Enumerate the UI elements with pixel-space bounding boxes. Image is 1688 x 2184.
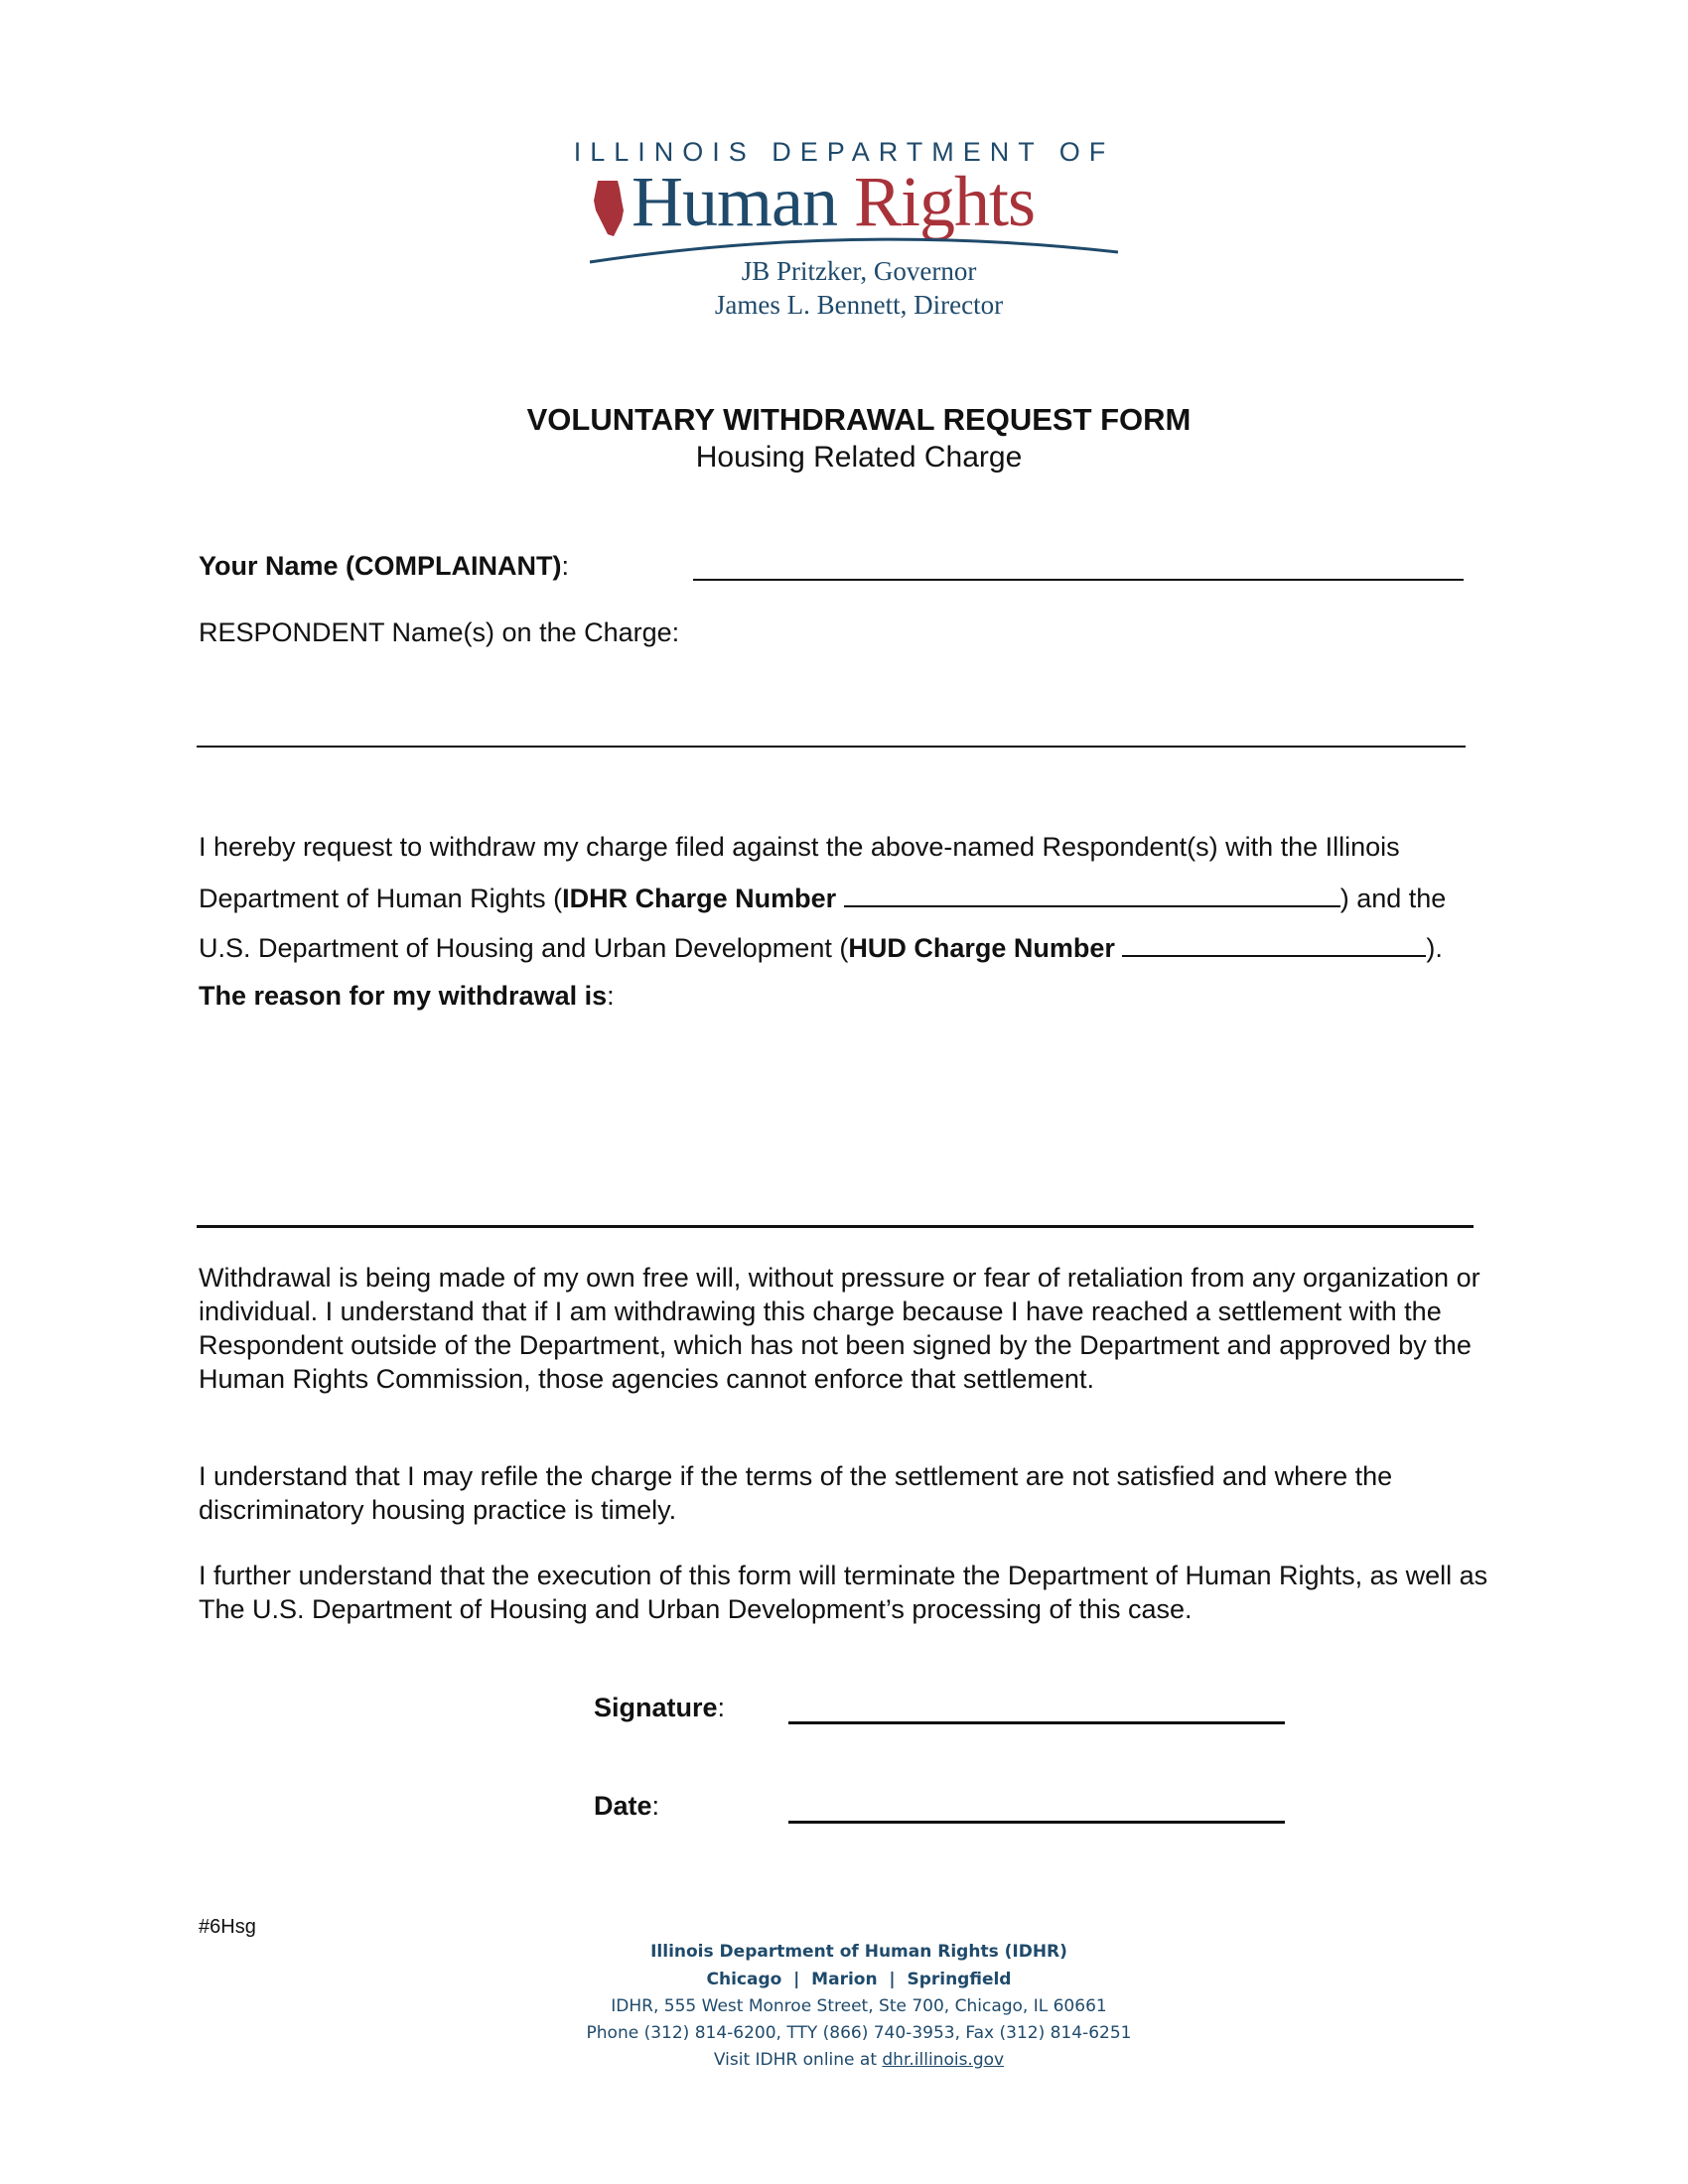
footer-offices: Chicago | Marion | Springfield	[706, 1970, 1012, 1989]
complainant-name-line[interactable]	[693, 579, 1464, 581]
hud-charge-label: HUD Charge Number	[848, 933, 1115, 963]
complainant-colon: :	[561, 551, 570, 581]
signature-label	[594, 1693, 725, 1723]
complainant-label	[199, 551, 569, 582]
form-subtitle: Housing Related Charge	[695, 441, 1023, 474]
footer-website-link[interactable]: dhr.illinois.gov	[882, 2050, 1005, 2070]
request-line-3-post: ).	[1426, 933, 1443, 963]
footer-visit-prefix: Visit IDHR online at	[713, 2050, 883, 2070]
date-label	[594, 1791, 659, 1822]
respondent-name-line[interactable]	[197, 746, 1466, 748]
request-line-3	[199, 931, 1443, 964]
reason-colon: :	[607, 981, 615, 1011]
respondent-label: RESPONDENT Name(s) on the Charge:	[199, 617, 680, 647]
form-code: #6Hsg	[199, 1916, 256, 1938]
statement-voluntary: Withdrawal is being made of my own free will, without pressure or fear of retaliation from any organization or individual. I understand that if I am withdrawing this charge because I have reached a settlement with the Respondent outside of the Department, which has not been signed by the Department and approved by the Human Rights Commission, those agencies cannot enforce that settlement.	[199, 1263, 1480, 1394]
date-label-text: Date	[594, 1791, 652, 1821]
idhr-charge-label: IDHR Charge Number	[562, 884, 837, 913]
signature-label-text: Signature	[594, 1693, 718, 1722]
reason-label-text: The reason for my withdrawal is	[199, 981, 608, 1011]
request-line-2	[199, 882, 1446, 914]
director-name: James L. Bennett, Director	[714, 290, 1004, 320]
date-colon: :	[651, 1791, 660, 1821]
statement-termination: I further understand that the execution of this form will terminate the Department of Human Rights, as well as The U.S. Department of Housing and Urban Development’s processing of this case.	[199, 1561, 1488, 1624]
complainant-label-text: Your Name (COMPLAINANT)	[199, 551, 562, 581]
footer-phone: Phone (312) 814-6200, TTY (866) 740-3953, Fax (312) 814-6251	[586, 2023, 1132, 2043]
logo-word-rights: Rights	[853, 162, 1036, 241]
footer-agency: Illinois Department of Human Rights (IDHR)	[650, 1942, 1067, 1962]
date-line[interactable]	[788, 1821, 1285, 1824]
footer-address: IDHR, 555 West Monroe Street, Ste 700, Chicago, IL 60661	[611, 1996, 1107, 2016]
signature-colon: :	[717, 1693, 726, 1722]
governor-name: JB Pritzker, Governor	[741, 256, 977, 286]
request-line-2-pre: Department of Human Rights (	[199, 884, 563, 913]
request-line-1: I hereby request to withdraw my charge filed against the above-named Respondent(s) with the Illinois	[199, 832, 1400, 862]
statement-refile: I understand that I may refile the charge if the terms of the settlement are not satisfied and where the discriminatory housing practice is timely.	[199, 1461, 1393, 1525]
request-line-2-post: ) and the	[1339, 884, 1447, 913]
idhr-charge-number-line[interactable]	[844, 882, 1340, 907]
agency-prefix: ILLINOIS DEPARTMENT OF	[573, 137, 1115, 167]
signature-line[interactable]	[788, 1721, 1285, 1724]
form-title: VOLUNTARY WITHDRAWAL REQUEST FORM	[526, 402, 1192, 437]
reason-label	[199, 981, 615, 1012]
footer-visit	[0, 2050, 1688, 2070]
logo-word-human: Human	[632, 162, 837, 241]
request-line-3-pre: U.S. Department of Housing and Urban Development (	[199, 933, 849, 963]
hud-charge-number-line[interactable]	[1122, 931, 1426, 957]
reason-line[interactable]	[197, 1225, 1474, 1228]
